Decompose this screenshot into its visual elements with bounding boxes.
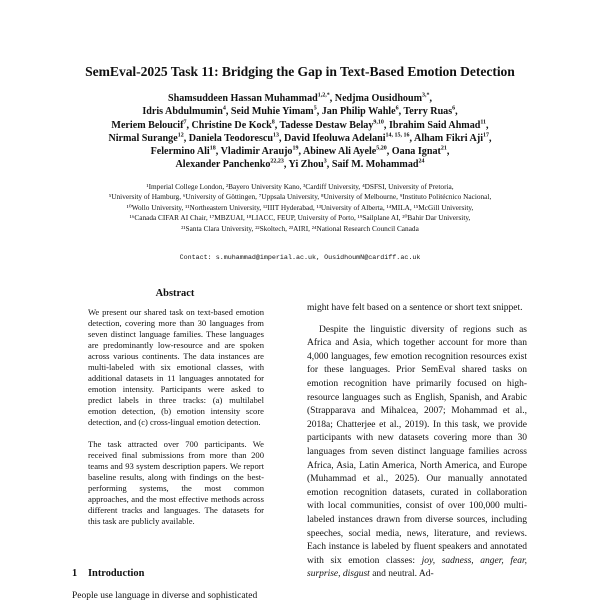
author-name: , Daniela Teodorescu (183, 132, 273, 144)
author-sup: 19 (292, 145, 299, 152)
author-line (50, 132, 550, 145)
section-title: Introduction (88, 568, 145, 579)
author-name: , Jan Philip Wahle (316, 106, 396, 118)
author-sup: 17 (483, 132, 490, 139)
contact-line: Contact: s.muhammad@imperial.ac.uk, OusidhoumN@cardiff.ac.uk (179, 254, 421, 262)
body-text: and neutral. Ad- (369, 569, 434, 580)
author-sep: , (429, 93, 433, 104)
author-sep: , (489, 132, 492, 144)
author-line (50, 145, 550, 158)
author-sup: 9,10 (373, 119, 384, 126)
author-name: , Yi Zhou (283, 159, 324, 171)
author-sup: 4 (222, 105, 226, 112)
author-name: , Terry Ruas (398, 106, 453, 118)
author-name: , Alham Fikri Aji (409, 132, 484, 144)
author-name: , Tadesse Destaw Belay (274, 119, 374, 131)
author-name: , Seid Muhie Yimam (225, 106, 314, 118)
author-name: , Nedjma Ousidhoum (329, 93, 422, 104)
author-sep: , (486, 119, 489, 131)
abstract-body (88, 307, 264, 538)
author-sup: 5 (313, 105, 317, 112)
author-sup: 7 (183, 119, 187, 126)
author-sup: 21 (440, 145, 447, 152)
affiliation-line: ¹Imperial College London, ²Bayero University Kano, ³Cardiff University, ⁴DSFSI, University of Pretoria, (146, 182, 454, 191)
author-sup: 12 (177, 132, 184, 139)
author-name: Meriem Beloucif (111, 119, 184, 131)
author-line (50, 158, 550, 171)
affiliation-line: ²¹Santa Clara University, ²²Skoltech, ²³AIRI, ²⁴National Research Council Canada (181, 223, 419, 233)
affiliations (40, 182, 560, 234)
author-name: , Abinew Ali Ayele (298, 146, 377, 158)
author-name: , Ibrahim Said Ahmad (383, 119, 481, 131)
affiliation-line: ⁵University of Hamburg, ⁶University of Göttingen, ⁷Uppsala University, ⁸University of Melbourne, ⁹Instituto Politécnico Nacional, (108, 192, 492, 202)
author-name: Idris Abdulmumin (142, 106, 223, 118)
author-list (50, 92, 550, 172)
author-sup: 18 (209, 145, 216, 152)
author-name: Shamsuddeen Hassan Muhammad (167, 93, 318, 104)
author-sup: 13 (272, 132, 279, 139)
section-heading (72, 568, 292, 579)
author-sup: 8 (271, 119, 275, 126)
author-sup: 1,2,* (317, 92, 330, 99)
paper-title: SemEval-2025 Task 11: Bridging the Gap in Text-Based Emotion Detection (85, 64, 515, 79)
author-name: , David Ifeoluwa Adelani (278, 132, 386, 144)
author-sup: 11 (480, 119, 487, 126)
author-name: Felermino Ali (150, 146, 210, 158)
affiliation-line: ¹⁶Canada CIFAR AI Chair, ¹⁷MBZUAI, ¹⁸LIACC, FEUP, University of Porto, ¹⁹Sailplane AI, ²⁰Bahir Dar University, (129, 213, 471, 223)
author-line (50, 119, 550, 132)
body-paragraph (307, 324, 527, 582)
author-line (50, 92, 550, 105)
author-sup: 3,* (422, 92, 430, 99)
author-sup: 6 (452, 105, 456, 112)
author-name: Nirmal Surange (108, 132, 178, 144)
affiliation-line: ¹⁰Wollo University, ¹¹Northeastern University, ¹²IIIT Hyderabad, ¹³University of Alberta, ¹⁴MILA, ¹⁵McGill University, (126, 202, 474, 212)
right-column (307, 302, 527, 590)
abstract-heading: Abstract (155, 288, 195, 299)
abstract-paragraph: We present our shared task on text-based emotion detection, covering more than 30 languages from seven distinct language families. These languages are predominantly low-resource and are spoken across various continents. The data instances are multi-labeled with six emotional classes, with additional datasets in 11 languages annotated for emotion intensity. Participants were asked to predict labels in three tracks: (a) multilabel emotion detection, (b) emotion intensity score detection, and (c) cross-lingual emotion detection. (88, 307, 264, 427)
emotion-list: joy, sadness, anger, fear, surprise, disgust (307, 555, 527, 580)
body-paragraph: might have felt based on a sentence or short text snippet. (307, 303, 523, 313)
author-name: Alexander Panchenko (175, 159, 271, 171)
author-name: , Oana Ignat (386, 146, 441, 158)
author-sup: 5,20 (376, 145, 387, 152)
intro-paragraph: People use language in diverse and sophisticated (72, 591, 258, 601)
author-sup: 22,23 (270, 159, 284, 166)
author-sep: , (455, 106, 458, 118)
author-line (50, 105, 550, 118)
author-sup: 3 (323, 159, 327, 166)
abstract-paragraph: The task attracted over 700 participants. We received final submissions from more than 200 teams and 93 system description papers. We report baseline results, along with findings on the best-performing systems, the most common approaches, and the most effective methods across different tracks and languages. The datasets for this task are publicly available. (88, 439, 264, 526)
author-sup: 6 (395, 105, 399, 112)
author-name: , Saif M. Mohammad (326, 159, 419, 171)
body-text: Despite the linguistic diversity of regions such as Africa and Asia, which together account for more than 4,000 languages, few emotion recognition resources exist for these languages. Prior SemEval shared tasks on emotion recognition have primarily focused on high-resource languages such as English, Spanish, and Arabic (Strapparava and Mihalcea, 2007; Mohammad et al., 2018a; Chatterjee et al., 2019). In this task, we provide participants with new datasets covering more than 30 languages from seven distinct language families across Africa, Asia, Latin America, North America, and Europe (Muhammad et al., 2025). Our manually annotated emotion recognition datasets, curated in collaboration with local communities, consist of over 100,000 multi-labeled instances drawn from diverse sources, including speeches, social media, news, literature, and reviews. Each instance is labeled by fluent speakers and annotated with six emotion classes: (307, 324, 527, 566)
author-sup: 24 (418, 159, 425, 166)
author-name: , Christine De Kock (186, 119, 272, 131)
author-sup: 14, 15, 16 (385, 132, 410, 139)
author-name: , Vladimir Araujo (215, 146, 293, 158)
author-sep: , (446, 146, 450, 158)
section-number: 1 (72, 568, 78, 579)
